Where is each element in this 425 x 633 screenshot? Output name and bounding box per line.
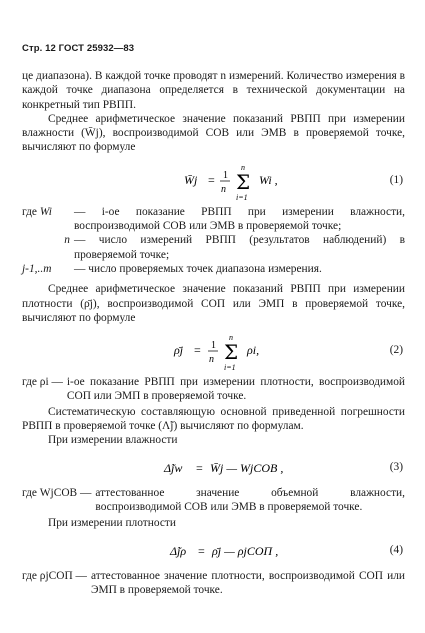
- where-block-3: [22, 486, 405, 515]
- where-4-txt: аттестованное значение плотности, воспроизводимой СОП или ЭМП в проверяемой точке.: [90, 569, 405, 596]
- formula-2-frac-den: n: [209, 354, 214, 366]
- where-2-lead: где ρi —: [22, 376, 63, 389]
- formula-1-svg: [22, 159, 405, 201]
- where-1-sym-1: Wi: [39, 205, 52, 218]
- where-1-sym-3: j-1,..m: [22, 262, 52, 275]
- where-1-lead: где: [22, 205, 37, 218]
- formula-2-eq: =: [194, 343, 201, 358]
- paragraph-5: При измерении влажности: [48, 434, 178, 447]
- formula-2-lhs: ρ̄j: [174, 343, 184, 358]
- formula-1-lhs: W̄j: [184, 172, 198, 187]
- formula-1-sum-top: n: [241, 162, 245, 172]
- formula-2-number: (2): [389, 344, 403, 357]
- formula-3: [22, 452, 405, 482]
- where-block-2: [22, 375, 405, 404]
- where-1-txt-2: — число измерений РВПП (результатов наблюдений) в проверяемой точке;: [74, 234, 405, 261]
- where-block-1: [22, 205, 405, 276]
- formula-1-frac-den: n: [221, 183, 226, 195]
- formula-4-rhs: ρ̄j — ρjСОП ,: [212, 543, 279, 558]
- document-body: [22, 69, 405, 597]
- formula-1-eq: =: [208, 172, 215, 187]
- formula-2-sigma: Σ: [224, 340, 239, 365]
- formula-2-sum-top: n: [229, 333, 233, 343]
- formula-4: [22, 535, 405, 565]
- page-header: Стр. 12 ГОСТ 25932—83: [22, 43, 135, 54]
- where-1-row-1: [22, 205, 405, 234]
- paragraph-2: Среднее арифметическое значение показаний РВПП при измерении влажности (W̄j), воспроизводимой СОВ или ЭМВ в проверяемой точке, вычисляют по формуле: [22, 112, 405, 154]
- where-1-txt-1: — i-ое показание РВПП при измерении влажности, воспроизводимой СОВ или ЭМВ в проверяемой точке;: [74, 205, 405, 233]
- formula-4-svg: [22, 535, 405, 565]
- formula-1-number: (1): [389, 173, 403, 186]
- where-3-lead: где WjСОВ —: [22, 486, 92, 499]
- formula-1-sigma: Σ: [236, 169, 251, 194]
- formula-1: [22, 159, 405, 201]
- where-1-sym-2: n: [64, 234, 70, 247]
- formula-3-number: (3): [389, 460, 403, 473]
- paragraph-6: При измерении плотности: [48, 517, 176, 530]
- where-1-txt-3: — число проверяемых точек диапазона измерения.: [74, 262, 322, 275]
- formula-2-svg: [22, 329, 405, 371]
- paragraph-4: Систематическую составляющую основной приведенной погрешности РВПП в проверяемой точке (Λ̃j) вычисляют по формулам.: [22, 405, 405, 433]
- formula-2-sum-bottom: i=1: [224, 363, 236, 373]
- where-1-row-3: [22, 262, 405, 276]
- formula-1-sum-bottom: i=1: [236, 192, 248, 202]
- formula-2: [22, 329, 405, 371]
- formula-4-number: (4): [389, 543, 403, 556]
- formula-4-lhs: Δ̃jρ: [170, 543, 187, 558]
- formula-1-frac-num: 1: [223, 169, 228, 181]
- formula-1-term: Wi ,: [259, 172, 278, 187]
- where-3-txt: аттестованное значение объемной влажности, воспроизводимой СОВ или ЭМВ в проверяемой точке.: [95, 486, 405, 513]
- formula-3-eq: =: [196, 460, 203, 475]
- paragraph-1: це диапазона). В каждой точке проводят n измерений. Количество измерения в каждой точке диапазона определяется в технической документации на конкретный тип РВПП.: [22, 70, 405, 111]
- formula-3-lhs: Δ̃jw: [164, 460, 183, 475]
- formula-3-rhs: W̄j — WjСОВ ,: [210, 460, 284, 475]
- paragraph-3: Среднее арифметическое значение показаний РВПП при измерении плотности (ρ̄j), воспроизводимой СОП или ЭМП в проверяемой точке, вычисляют по формуле: [22, 283, 405, 324]
- formula-3-svg: [22, 452, 405, 482]
- formula-4-eq: =: [198, 543, 205, 558]
- where-2-txt: i-ое показание РВПП при измерении плотности, воспроизводимой СОП или ЭМП в проверяемой точке.: [66, 376, 405, 403]
- where-1-row-2: [22, 233, 405, 262]
- formula-2-frac-num: 1: [211, 340, 216, 352]
- formula-2-term: ρi,: [247, 343, 260, 358]
- where-4-lead: где ρjСОП —: [22, 569, 87, 582]
- where-block-4: [22, 569, 405, 598]
